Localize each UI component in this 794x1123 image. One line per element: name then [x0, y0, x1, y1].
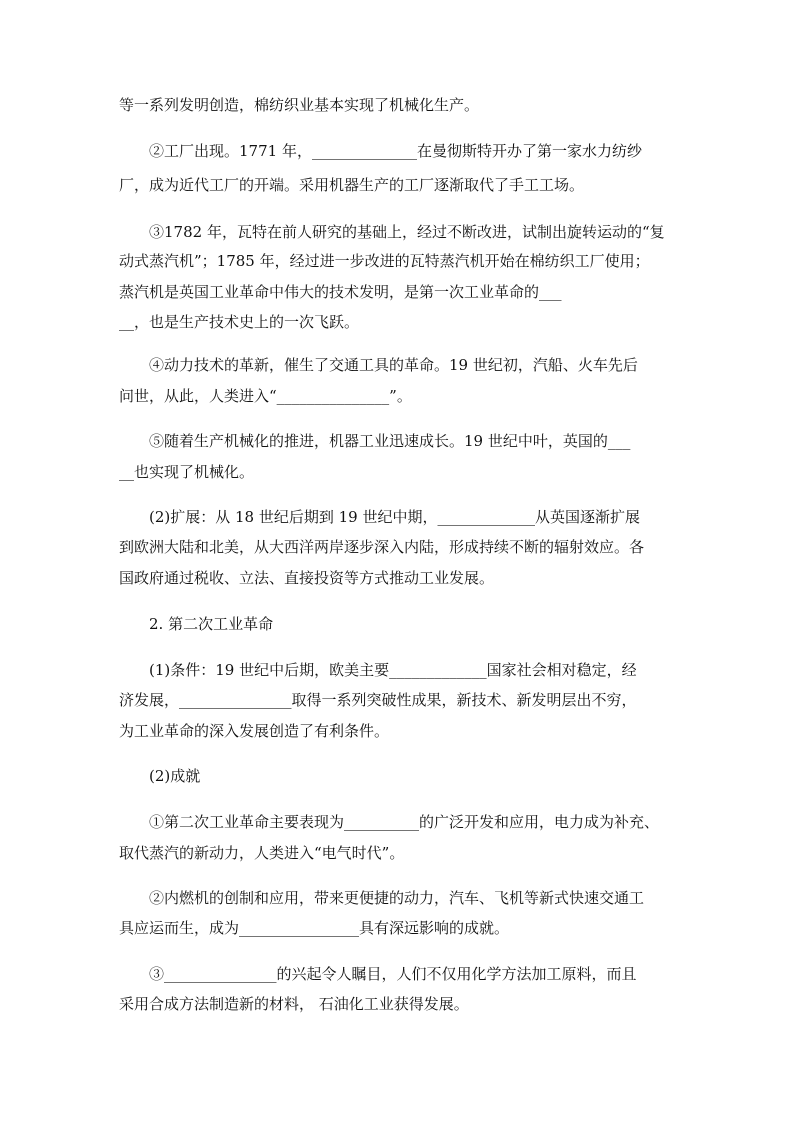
- text-line: (2)扩展：从 18 世纪后期到 19 世纪中期，_____________从英国逐渐扩展: [149, 508, 640, 526]
- text-line: 国政府通过税收、立法、直接投资等方式推动工业发展。: [119, 569, 495, 587]
- text-line: 济发展，_______________取得一系列突破性成果，新技术、新发明层出不穷，: [119, 691, 637, 709]
- text-line: 动式蒸汽机”；1785 年，经过进一步改进的瓦特蒸汽机开始在棉纺织工厂使用；: [119, 252, 650, 270]
- text-line: ②内燃机的创制和应用，带来更便捷的动力，汽车、飞机等新式快速交通工: [149, 889, 645, 907]
- text-line: ①第二次工业革命主要表现为__________的广泛开发和应用，电力成为补充、: [149, 813, 660, 831]
- text-line: ⑤随着生产机械化的推进，机器工业迅速成长。19 世纪中叶，英国的___: [149, 432, 631, 450]
- text-line: 厂，成为近代工厂的开端。采用机器生产的工厂逐渐取代了手工工场。: [119, 176, 585, 194]
- subsection-heading: (2)成就: [149, 767, 201, 785]
- text-line: 问世，从此，人类进入“_______________”。: [119, 387, 412, 405]
- text-line: (1)条件：19 世纪中后期，欧美主要_____________国家社会相对稳定，经: [149, 661, 637, 679]
- text-line: 取代蒸汽的新动力，人类进入“电气时代”。: [119, 844, 405, 862]
- text-line: 蒸汽机是英国工业革命中伟大的技术发明，是第一次工业革命的___: [119, 283, 562, 301]
- text-line: ④动力技术的革新，催生了交通工具的革命。19 世纪初，汽船、火车先后: [149, 356, 638, 374]
- text-line: __，也是生产技术史上的一次飞跃。: [119, 313, 360, 331]
- text-line: ③_______________的兴起令人瞩目，人们不仅用化学方法加工原料，而且: [149, 965, 637, 983]
- text-line: ②工厂出现。1771 年，______________在曼彻斯特开办了第一家水力纺纱: [149, 142, 642, 160]
- text-line: __也实现了机械化。: [119, 463, 255, 481]
- section-heading: 2. 第二次工业革命: [149, 615, 274, 633]
- text-line: 等一系列发明创造，棉纺织业基本实现了机械化生产。: [119, 96, 480, 114]
- text-line: ③1782 年，瓦特在前人研究的基础上，经过不断改进，试制出旋转运动的“复: [149, 223, 665, 241]
- text-line: 到欧洲大陆和北美，从大西洋两岸逐步深入内陆，形成持续不断的辐射效应。各: [119, 538, 645, 556]
- text-line: 具应运而生，成为________________具有深远影响的成就。: [119, 919, 510, 937]
- text-line: 为工业革命的深入发展创造了有利条件。: [119, 722, 390, 740]
- text-line: 采用合成方法制造新的材料， 石油化工业获得发展。: [119, 995, 469, 1013]
